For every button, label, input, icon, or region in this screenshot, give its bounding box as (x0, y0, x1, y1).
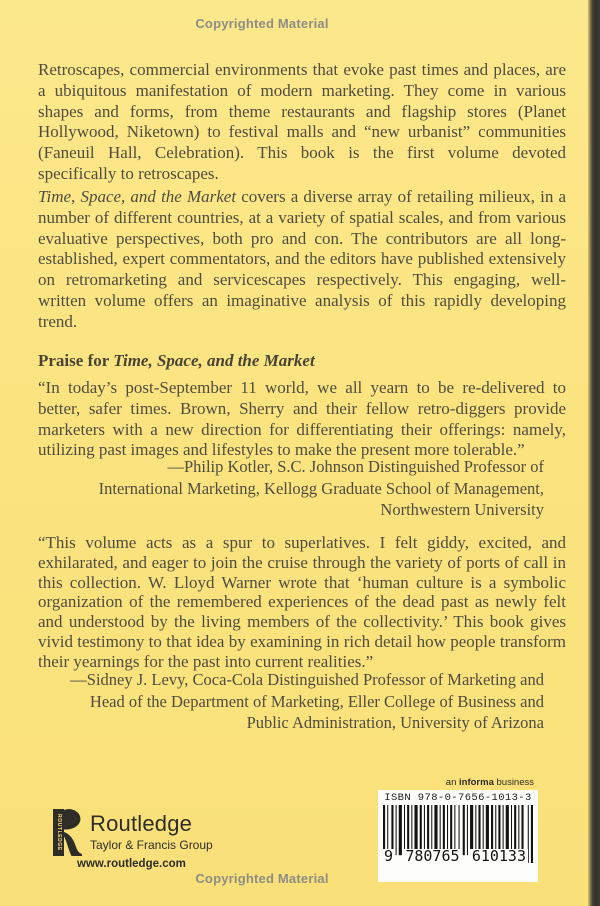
isbn-digit-group-2: 610133 (471, 847, 526, 865)
description-paragraph-2-text: covers a diverse array of retailing milieux, in a number of different countries, at a variety of spatial scales, and from various evaluative perspectives, both pro and con. The contributors are all long-established, expert commentators, and the editors have published extensively on retromarketing and servicescapes respectively. This engaging, well-written volume offers an imaginative analysis of this rapidly developing trend. (38, 187, 567, 331)
informa-prefix: an (445, 777, 460, 788)
isbn-digit-lead: 9 (384, 847, 394, 865)
routledge-logo-vertical-text: ROUTLEDGE (56, 814, 62, 851)
informa-business-label (378, 777, 534, 788)
description-paragraph-1: Retroscapes, commercial environments that evoke past times and places, are a ubiquitous manifestation of modern marketing. They come in various shapes and forms, from theme restaurants and flagship stores (Planet Hollywood, Niketown) to festival malls and “new urbanist” communities (Faneuil Hall, Celebration). This book is the first volume devoted specifically to retroscapes. (38, 60, 566, 183)
routledge-logo-icon (53, 809, 81, 856)
copyright-notice-top: Copyrighted Material (195, 16, 329, 31)
publisher-name: Routledge (90, 811, 193, 836)
isbn-label: ISBN 978-0-7656-1013-3 (384, 792, 532, 804)
praise-heading-title-italic: Time, Space, and the Market (113, 351, 315, 370)
copyright-notice-bottom: Copyrighted Material (195, 871, 329, 886)
isbn-digit-group-1: 780765 (405, 847, 460, 865)
praise-quote-2: “This volume acts as a spur to superlatives. I felt giddy, excited, and exhilarated, and eager to join the cruise through the variety of ports of call in this collection. W. Lloyd Warner wrote that ‘human culture is a symbolic organization of the remembered experiences of the dead past as newly felt and understood by the living members of the collectivity.’ This book gives vivid testimony to that idea by examining in rich detail how people transform their yearnings for the past into current realities.” (38, 533, 566, 671)
praise-attribution-2 (38, 669, 566, 734)
attribution-line: Public Administration, University of Arizona (246, 713, 544, 732)
publisher-group: Taylor & Francis Group (90, 838, 213, 852)
attribution-line: International Marketing, Kellogg Graduate School of Management, (98, 478, 544, 498)
praise-quote-1: “In today’s post-September 11 world, we all yearn to be re-delivered to better, safer times. Brown, Sherry and their fellow retro-diggers provide marketers with a new direction for differentiating their offerings: namely, utilizing past images and lifestyles to make the present more tolerable.” (38, 378, 566, 460)
description-paragraph-2 (38, 187, 566, 333)
informa-suffix: business (493, 777, 534, 788)
praise-heading-prefix: Praise for (38, 351, 114, 370)
publisher-website: www.routledge.com (77, 858, 186, 870)
praise-heading (38, 351, 566, 372)
attribution-line: —Sidney J. Levy, Coca-Cola Distinguished Professor of Marketing and (70, 670, 544, 689)
isbn-digits (378, 849, 538, 865)
attribution-line: Head of the Department of Marketing, Eller College of Business and (89, 691, 544, 711)
book-edge-shadow (588, 0, 600, 906)
isbn-barcode (378, 790, 538, 882)
praise-attribution-1 (38, 456, 566, 521)
informa-bold: informa (459, 777, 494, 788)
attribution-line: —Philip Kotler, S.C. Johnson Distinguished Professor of (167, 457, 544, 476)
routledge-logo-stem (53, 809, 64, 856)
attribution-line: Northwestern University (380, 500, 544, 519)
routledge-logo-bowl-icon (64, 809, 82, 856)
book-title-italic: Time, Space, and the Market (38, 187, 237, 206)
